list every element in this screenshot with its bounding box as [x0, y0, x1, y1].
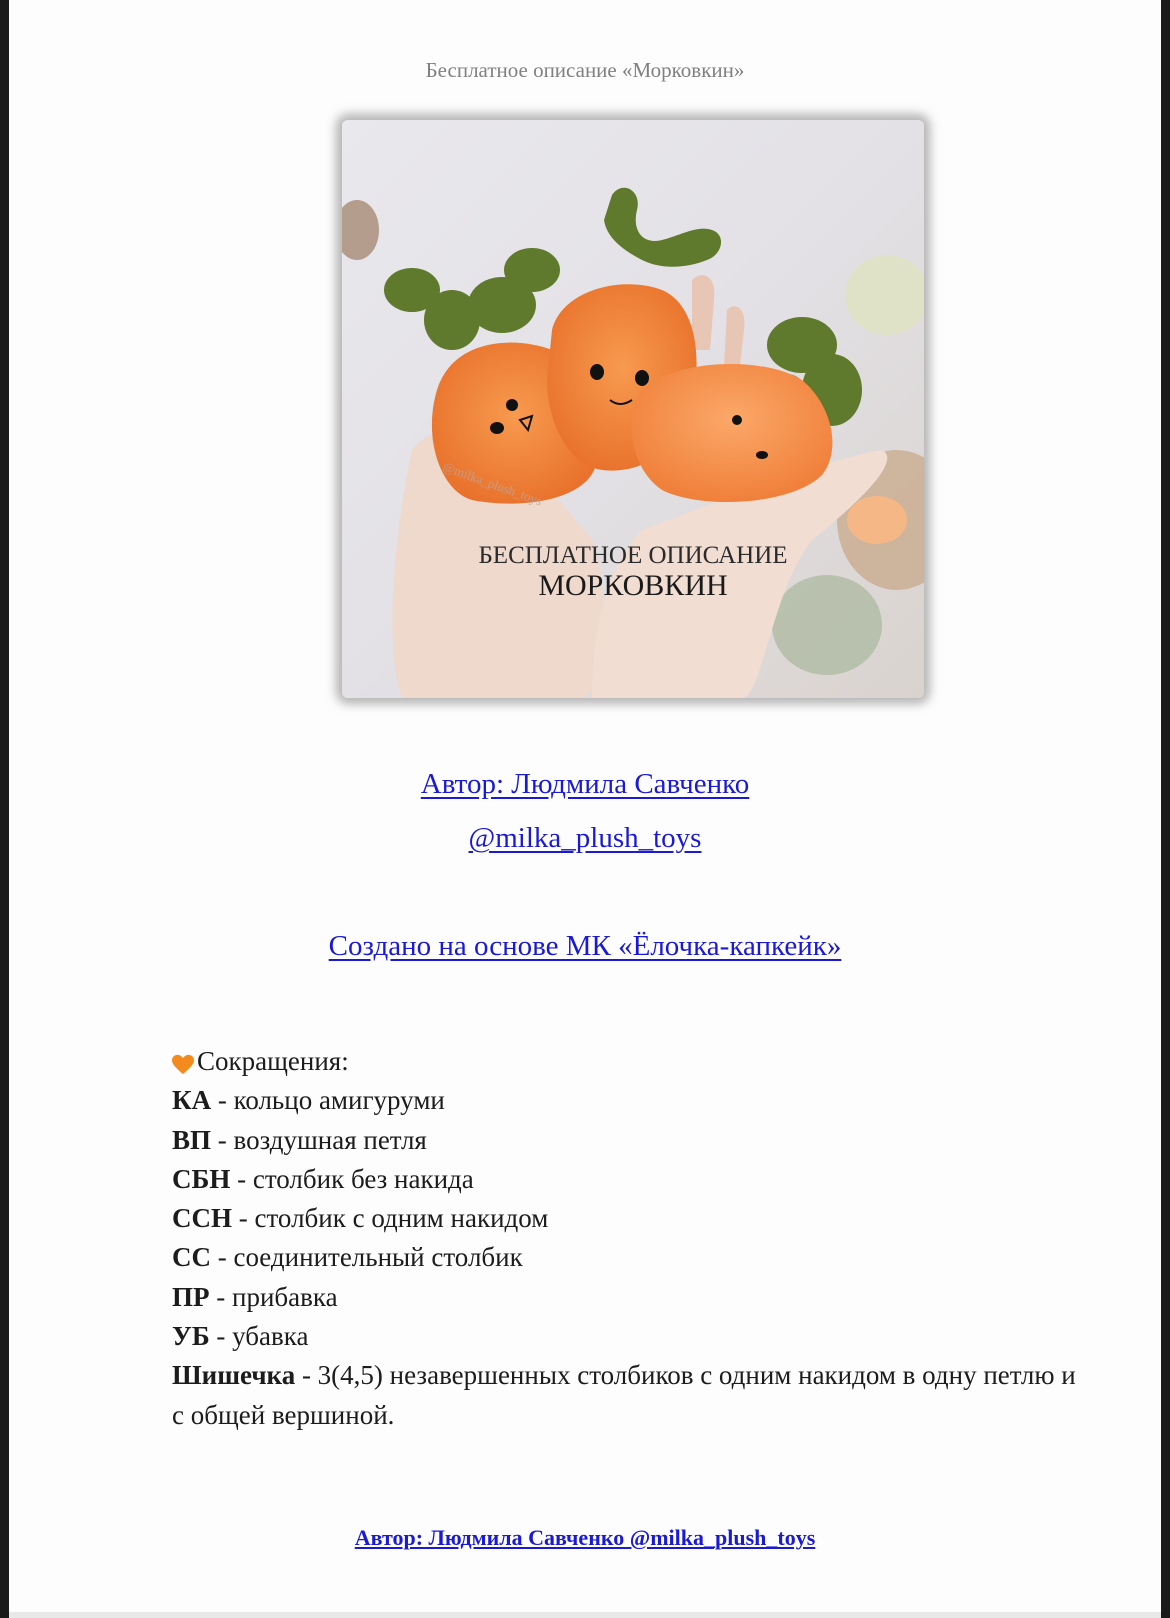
abbreviation-definition: - воздушная петля [211, 1124, 427, 1155]
header-title: Бесплатное описание «Морковкин» [425, 58, 745, 82]
document-page [9, 0, 1161, 1612]
based-on-pattern-link[interactable]: Создано на основе МК «Ёлочка-капкейк» [328, 930, 842, 962]
abbreviation-term: СС [172, 1242, 211, 1273]
abbreviation-row [172, 1199, 1092, 1238]
abbreviation-row [172, 1081, 1092, 1120]
footer-author-link[interactable]: Автор: Людмила Савченко @milka_plush_toys [354, 1525, 816, 1550]
abbreviation-row [172, 1238, 1092, 1277]
abbreviation-term: ВП [172, 1124, 212, 1155]
abbreviation-row [172, 1121, 1092, 1160]
abbreviation-term: СБН [172, 1163, 231, 1194]
abbreviation-row [172, 1160, 1092, 1199]
abbreviations-section [172, 1042, 1092, 1435]
abbreviation-definition: - столбик без накида [230, 1163, 474, 1194]
abbreviation-definition: - столбик с одним накидом [232, 1203, 549, 1234]
abbreviation-term: КА [172, 1085, 212, 1116]
abbreviation-definition: - кольцо амигуруми [211, 1085, 445, 1116]
abbreviation-row [172, 1356, 1092, 1435]
abbreviation-definition: - прибавка [209, 1281, 338, 1312]
abbreviation-term: УБ [172, 1321, 210, 1352]
svg-text:БЕСПЛАТНОЕ ОПИСАНИЕ: БЕСПЛАТНОЕ ОПИСАНИЕ [478, 542, 788, 569]
instagram-handle-link[interactable]: @milka_plush_toys [468, 822, 702, 854]
svg-text:МОРКОВКИН: МОРКОВКИН [538, 569, 728, 602]
author-link[interactable]: Автор: Людмила Савченко [420, 768, 750, 800]
abbreviation-definition: - убавка [209, 1321, 309, 1352]
abbreviation-definition: - 3(4,5) незавершенных столбиков с одним накидом в одну петлю и с общей вершиной. [172, 1360, 1076, 1430]
orange-heart-icon [172, 1048, 194, 1070]
cover-image [342, 120, 924, 698]
abbreviations-heading [172, 1042, 1092, 1081]
page-bottom-edge [9, 1612, 1161, 1618]
abbreviation-row [172, 1317, 1092, 1356]
abbreviation-term: ССН [172, 1203, 232, 1234]
svg-text:@milka_plush_toys: @milka_plush_toys [440, 458, 545, 509]
abbreviations-heading-text: Сокращения: [197, 1046, 349, 1076]
abbreviation-row [172, 1278, 1092, 1317]
abbreviation-definition: - соединительный столбик [211, 1242, 523, 1273]
abbreviation-term: ПР [172, 1281, 210, 1312]
abbreviation-term: Шишечка [172, 1360, 296, 1391]
